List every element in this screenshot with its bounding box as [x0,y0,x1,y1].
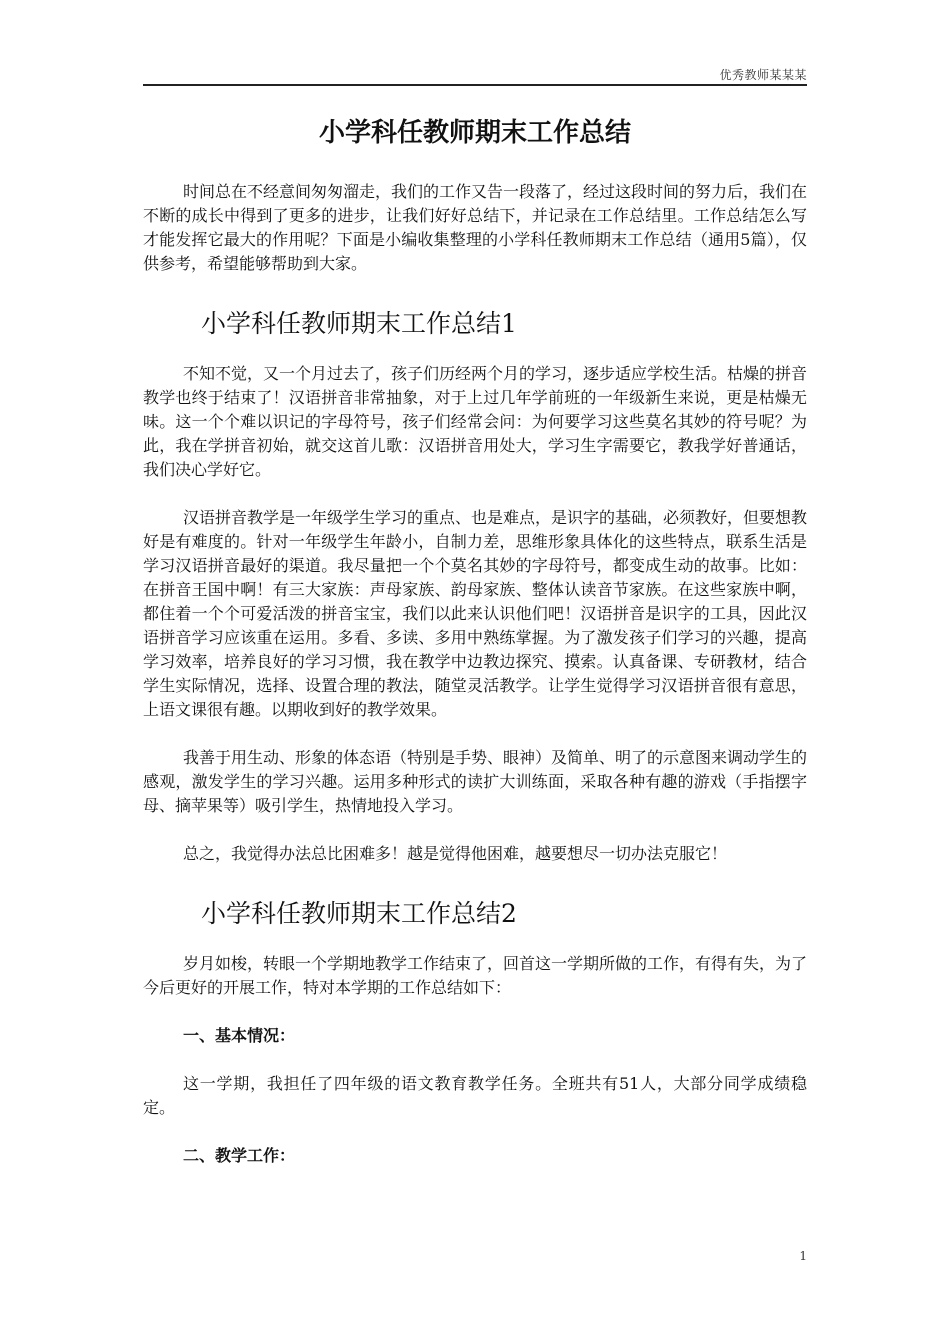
document-body [143,108,807,1192]
section-1-paragraph-3: 我善于用生动、形象的体态语（特别是手势、眼神）及简单、明了的示意图来调动学生的感观，激发学生的学习兴趣。运用多种形式的读扩大训练面，采取各种有趣的游戏（手指摆字母、摘苹果等）吸引学生，热情地投入学习。 [143,748,808,815]
section-2-intro: 岁月如梭，转眼一个学期地教学工作结束了，回首这一学期所做的工作，有得有失，为了今后更好的开展工作，特对本学期的工作总结如下： [143,954,808,997]
section-2-basic-text: 这一学期，我担任了四年级的语文教育教学任务。全班共有51人，大部分同学成绩稳定。 [143,1074,807,1117]
section-1-title: 小学科任教师期末工作总结1 [201,309,517,338]
header-divider [143,84,807,86]
document-title: 小学科任教师期末工作总结 [318,118,631,148]
page-number: 1 [799,1249,807,1263]
header-author: 优秀教师某某某 [719,68,807,82]
intro-paragraph: 时间总在不经意间匆匆溜走，我们的工作又告一段落了，经过这段时间的努力后，我们在不断的成长中得到了更多的进步，让我们好好总结下，并记录在工作总结里。工作总结怎么写才能发挥它最大的作用呢？下面是小编收集整理的小学科任教师期末工作总结（通用5篇），仅供参考，希望能够帮助到大家。 [143,182,808,273]
section-2-title: 小学科任教师期末工作总结2 [201,899,517,928]
section-1-paragraph-1: 不知不觉，又一个月过去了，孩子们历经两个月的学习，逐步适应学校生活。枯燥的拼音教学也终于结束了！汉语拼音非常抽象，对于上过几年学前班的一年级新生来说，更是枯燥无味。这一个个难以识记的字母符号，孩子们经常会问：为何要学习这些莫名其妙的符号呢？为此，我在学拼音初始，就交这首儿歌：汉语拼音用处大，学习生字需要它，教我学好普通话，我们决心学好它。 [143,364,808,479]
section-2-subheading-teaching: 二、教学工作： [183,1146,296,1165]
section-1-paragraph-2: 汉语拼音教学是一年级学生学习的重点、也是难点，是识字的基础，必须教好，但要想教好是有难度的。针对一年级学生年龄小，自制力差，思维形象具体化的这些特点，联系生活是学习汉语拼音最好的渠道。我尽量把一个个莫名其妙的字母符号，都变成生动的故事。比如：在拼音王国中啊！有三大家族：声母家族、韵母家族、整体认读音节家族。在这些家族中啊，都住着一个个可爱活泼的拼音宝宝，我们以此来认识他们吧！汉语拼音是识字的工具，因此汉语拼音学习应该重在运用。多看、多读、多用中熟练掌握。为了激发孩子们学习的兴趣，提高学习效率，培养良好的学习习惯，我在教学中边教边探究、摸索。认真备课、专研教材，结合学生实际情况，选择、设置合理的教法，随堂灵活教学。让学生觉得学习汉语拼音很有意思，上语文课很有趣。以期收到好的教学效果。 [143,508,808,719]
section-2-subheading-basic: 一、基本情况： [183,1026,296,1045]
section-1-paragraph-4: 总之，我觉得办法总比困难多！越是觉得他困难，越要想尽一切办法克服它！ [183,844,728,863]
